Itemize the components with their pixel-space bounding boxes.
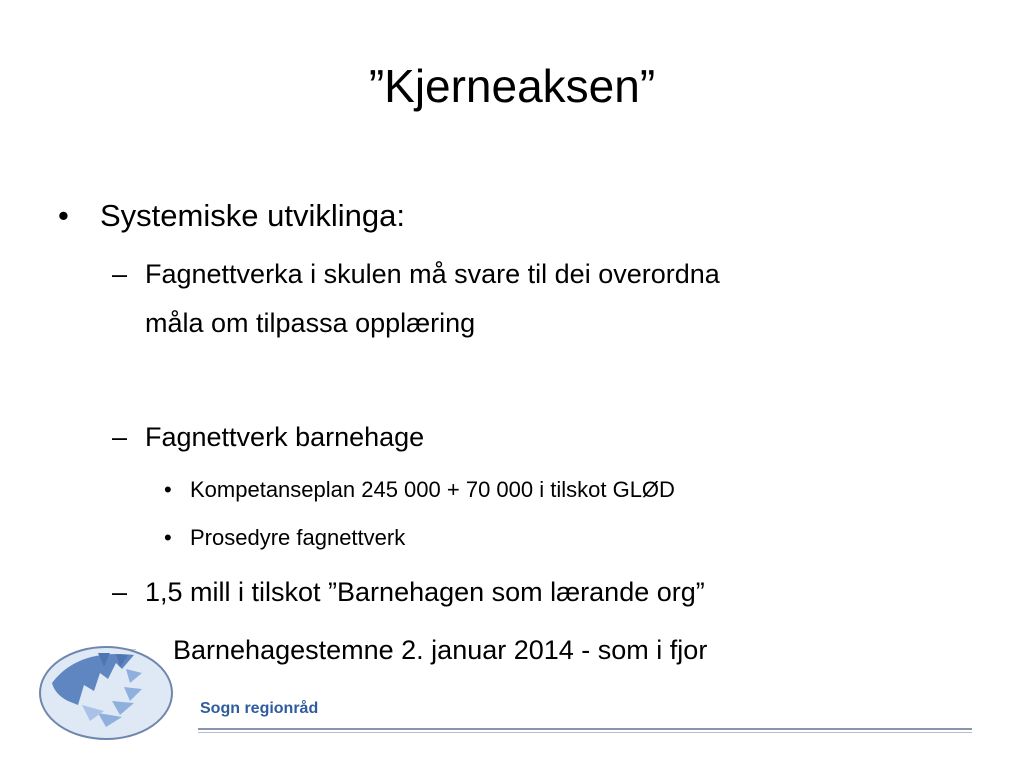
sub-item-text: Fagnettverk barnehage [145,422,425,452]
sub-item-text: 1,5 mill i tilskot ”Barnehagen som lærande org” [145,577,705,607]
sub-item-fagnettverka-cont [145,305,475,341]
sub-item-text: Barnehagestemne 2. januar 2014 - som i fjor [173,635,708,665]
bullet-dot: • [58,198,69,233]
slide-title: ”Kjerneaksen” [368,60,656,112]
sub-sub-item-text: Kompetanseplan 245 000 + 70 000 i tilskot GLØD [190,477,675,502]
sub-sub-item-text: Prosedyre fagnettverk [190,525,406,550]
dash-marker: – [112,259,128,289]
sub-item-text-cont: måla om tilpassa opplæring [145,308,476,338]
sub-item-text: Fagnettverka i skulen må svare til dei overordna [145,259,720,289]
dash-marker: – [112,422,128,452]
sub-item-barnehagestemne [173,632,707,668]
bullet-dot: • [164,525,172,550]
footer-divider [198,728,972,734]
sogn-regionrad-logo [38,645,174,741]
dash-marker: – [112,577,128,607]
footer-org-name: Sogn regionråd [200,700,319,717]
bullet-dot: • [164,477,172,502]
bullet-text: Systemiske utviklinga: [100,198,405,233]
